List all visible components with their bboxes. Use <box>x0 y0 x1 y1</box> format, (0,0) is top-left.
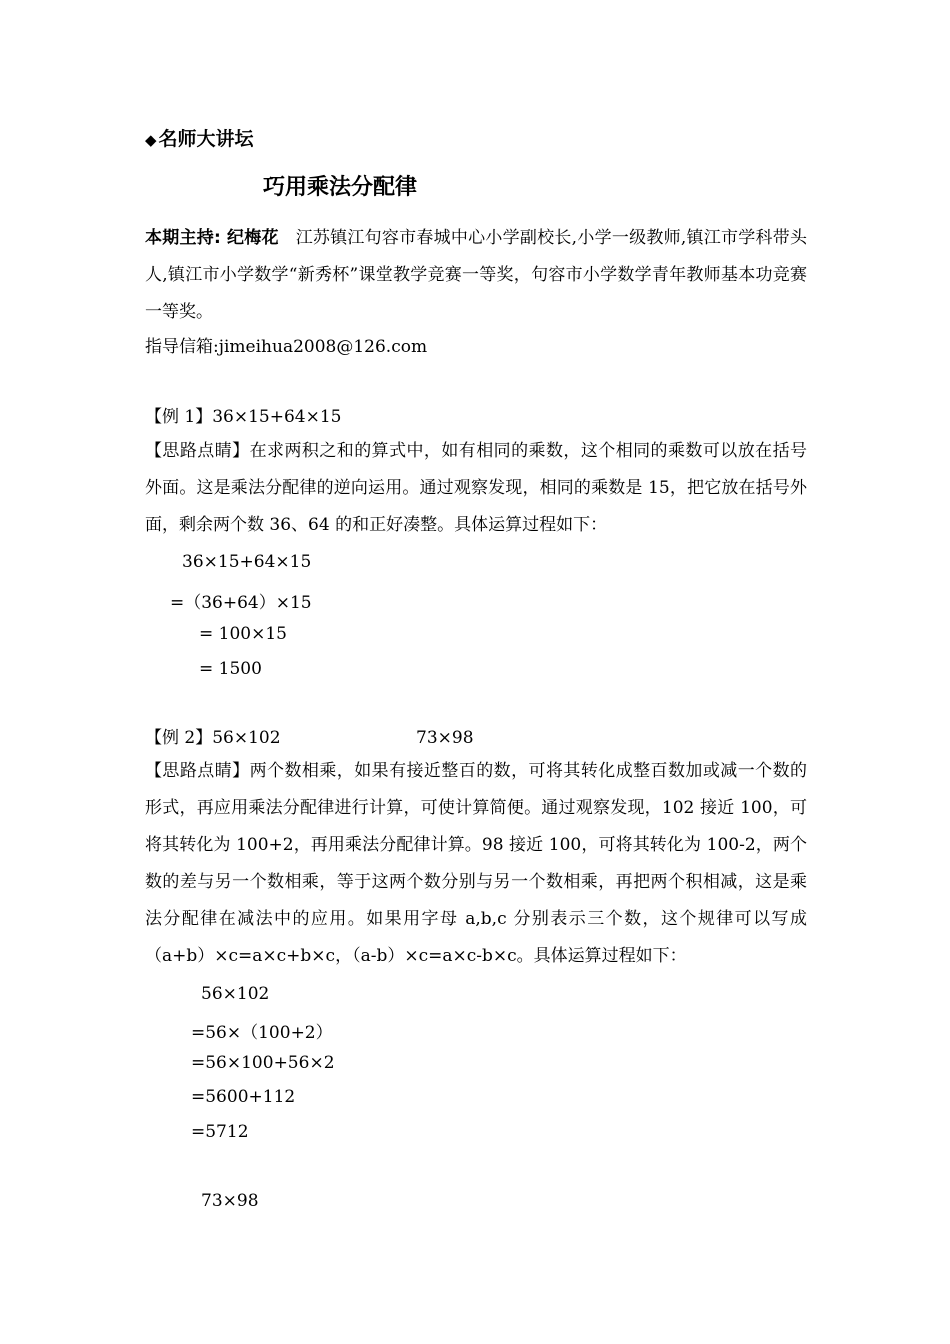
example1-label: 【例 1】36×15+64×15 <box>145 407 342 427</box>
example1-hint-text: 在求两积之和的算式中，如有相同的乘数，这个相同的乘数可以放在括号外面。这是乘法分配律的逆向运用。通过观察发现，相同的乘数是 15，把它放在括号外面，剩余两个数 36、64 的和正好凑整。具体运算过程如下： <box>145 441 808 535</box>
section-name: 名师大讲坛 <box>158 128 254 150</box>
example2-step-1: 56×102 <box>201 984 270 1004</box>
example1-step-3: = 100×15 <box>199 624 287 644</box>
host-intro <box>145 220 807 331</box>
example1-step-2: =（36+64）×15 <box>170 593 312 613</box>
example1-hint <box>145 433 807 544</box>
example2-step-2: =56×（100+2） <box>191 1023 333 1043</box>
example1-hint-label: 【思路点睛】 <box>145 441 250 461</box>
diamond-bullet-icon: ◆ <box>145 131 157 149</box>
example1-step-4: = 1500 <box>199 659 262 679</box>
example2-label-second: 73×98 <box>416 728 474 748</box>
example2-hint-label: 【思路点睛】 <box>145 761 250 781</box>
example1-step-1: 36×15+64×15 <box>182 552 312 572</box>
example2-hint-text: 两个数相乘，如果有接近整百的数，可将其转化成整百数加或减一个数的形式，再应用乘法分配律进行计算，可使计算简便。通过观察发现，102 接近 100，可将其转化为 100+2，再用乘法分配律计算。98 接近 100，可将其转化为 100-2，两个数的差与另一个数相乘，等于这两个数分别与另一个数相乘，再把两个积相减，这是乘法分配律在减法中的应用。如果用字母 a,b,c 分别表示三个数，这个规律可以写成（a+b）×c=a×c+b×c，（a-b）×c=a×c-b×c。具体运算过程如下： <box>145 761 808 966</box>
example2-next-expression: 73×98 <box>201 1191 259 1211</box>
example2-step-4: =5600+112 <box>191 1087 296 1107</box>
email-line: 指导信箱:jimeihua2008@126.com <box>145 337 428 357</box>
article-title: 巧用乘法分配律 <box>263 175 418 200</box>
example2-step-5: =5712 <box>191 1122 249 1142</box>
example2-hint <box>145 753 807 975</box>
example2-step-3: =56×100+56×2 <box>191 1053 335 1073</box>
example2-label: 【例 2】56×102 <box>145 728 281 748</box>
host-label: 本期主持: 纪梅花 <box>145 228 279 248</box>
host-bio: 江苏镇江句容市春城中心小学副校长,小学一级教师,镇江市学科带头人,镇江市小学数学“新秀杯”课堂教学竞赛一等奖，句容市小学数学青年教师基本功竞赛一等奖。 <box>145 228 807 322</box>
section-heading <box>145 124 254 151</box>
